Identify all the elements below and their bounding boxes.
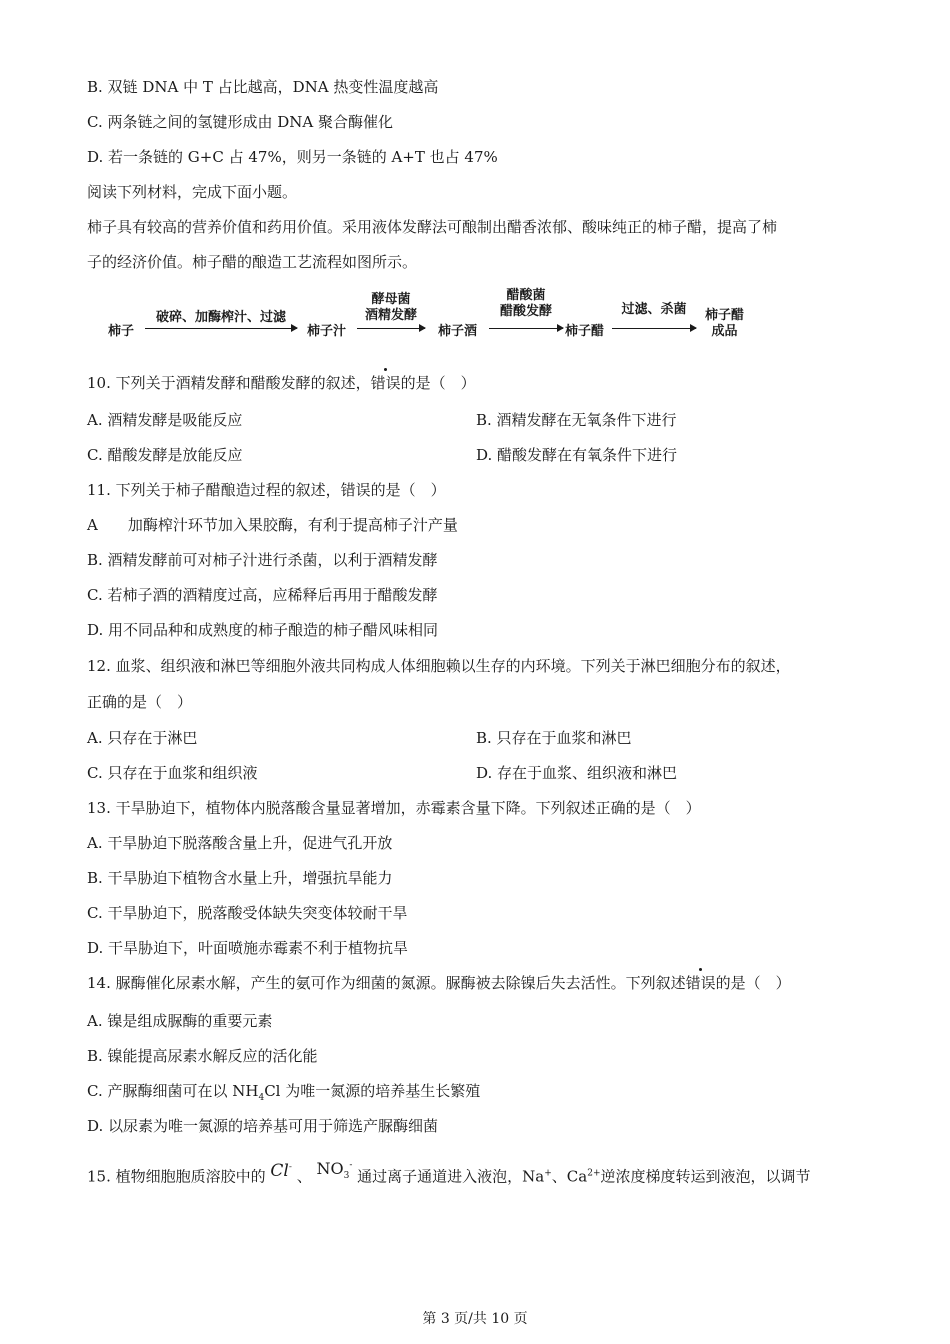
q10-option-c: C. 醋酸发酵是放能反应 — [87, 446, 243, 464]
flow-arrow-2 — [357, 328, 425, 329]
q12-option-b: B. 只存在于血浆和淋巴 — [476, 729, 632, 747]
flow-arrow-4 — [612, 328, 696, 329]
flow-arrow-1 — [145, 328, 297, 329]
q12-option-c: C. 只存在于血浆和组织液 — [87, 764, 258, 782]
q15-stem-text: 15. 植物细胞胞质溶胶中的 — [87, 1167, 266, 1186]
material-paragraph-line1: 柿子具有较高的营养价值和药用价值。采用液体发酵法可酿制出醋香浓郁、酸味纯正的柿子醋，提高了柿 — [87, 218, 778, 236]
flow-node-persimmon: 柿子 — [108, 324, 135, 339]
flow-step-3-organism: 醋酸菌 — [506, 288, 546, 303]
flow-step-4-label: 过滤、杀菌 — [621, 302, 687, 317]
q9-option-c: C. 两条链之间的氢键形成由 DNA 聚合酶催化 — [87, 113, 394, 131]
chloride-ion — [270, 1161, 292, 1181]
q14-stem-text: 14. 脲酶催化尿素水解，产生的氨可作为细菌的氮源。脲酶被去除镍后失去活性。下列叙述 — [87, 974, 686, 992]
q11-option-b: B. 酒精发酵前可对柿子汁进行杀菌，以利于酒精发酵 — [87, 551, 438, 569]
q10-option-a: A. 酒精发酵是吸能反应 — [87, 411, 243, 429]
q9-option-d: D. 若一条链的 G+C 占 47%，则另一条链的 A+T 也占 47% — [87, 148, 498, 166]
q11-option-d: D. 用不同品种和成熟度的柿子酿造的柿子醋风味相同 — [87, 621, 439, 639]
flow-step-3-label — [489, 288, 563, 320]
q14-option-a: A. 镍是组成脲酶的重要元素 — [87, 1012, 273, 1030]
q10-emphasis: 错误 — [370, 374, 401, 392]
flow-step-1-label: 破碎、加酶榨汁、过滤 — [155, 310, 286, 325]
flow-step-2-label — [357, 292, 425, 324]
q10-stem — [87, 373, 476, 393]
flow-node-product — [705, 308, 744, 340]
flow-step-3-process: 醋酸发酵 — [499, 304, 552, 319]
q14-option-b: B. 镍能提高尿素水解反应的活化能 — [87, 1047, 318, 1065]
q10-option-d: D. 醋酸发酵在有氧条件下进行 — [476, 446, 678, 464]
flow-node-vinegar: 柿子醋 — [565, 324, 605, 339]
q11-option-c: C. 若柿子酒的酒精度过高，应稀释后再用于醋酸发酵 — [87, 586, 438, 604]
q13-option-c: C. 干旱胁迫下，脱落酸受体缺失突变体较耐干旱 — [87, 904, 408, 922]
q14-option-c-text-end: Cl 为唯一氮源的培养基生长繁殖 — [264, 1082, 481, 1100]
q15-stem-text-3: 、Ca — [551, 1167, 588, 1186]
q14-stem — [87, 973, 791, 993]
page-footer: 第 3 页/共 10 页 — [422, 1311, 528, 1327]
material-paragraph-line2: 子的经济价值。柿子醋的酿造工艺流程如图所示。 — [87, 253, 418, 271]
q15-stem-text-2: 通过离子通道进入液泡，Na — [357, 1167, 545, 1186]
q10-stem-end: 的是（ ） — [400, 374, 476, 392]
q13-stem: 13. 干旱胁迫下，植物体内脱落酸含量显著增加，赤霉素含量下降。下列叙述正确的是（ ） — [87, 799, 701, 817]
q14-option-c-text: C. 产脲酶细菌可在以 NH — [87, 1082, 259, 1100]
calcium-charge: 2+ — [587, 1168, 601, 1179]
q12-stem-line1: 12. 血浆、组织液和淋巴等细胞外液共同构成人体细胞赖以生存的内环境。下列关于淋巴细胞分布的叙述， — [87, 657, 791, 675]
q14-option-c-subscript: 4 — [258, 1093, 265, 1103]
flow-node-juice: 柿子汁 — [307, 324, 347, 339]
nitrate-subscript: 3 — [343, 1170, 350, 1181]
q9-option-b: B. 双链 DNA 中 T 占比越高，DNA 热变性温度越高 — [87, 78, 439, 96]
q15-separator: 、 — [296, 1167, 312, 1186]
q12-option-d: D. 存在于血浆、组织液和淋巴 — [476, 764, 678, 782]
q10-stem-text: 10. 下列关于酒精发酵和醋酸发酵的叙述， — [87, 374, 371, 392]
chloride-charge: - — [288, 1162, 292, 1172]
q12-stem-line2: 正确的是（ ） — [87, 693, 193, 711]
q13-option-b: B. 干旱胁迫下植物含水量上升，增强抗旱能力 — [87, 869, 393, 887]
q12-option-a: A. 只存在于淋巴 — [87, 729, 198, 747]
flow-node-product-line2: 成品 — [711, 324, 738, 339]
q14-option-c — [87, 1081, 480, 1108]
q14-emphasis: 错误 — [685, 974, 716, 992]
q14-option-d: D. 以尿素为唯一氮源的培养基可用于筛选产脲酶细菌 — [87, 1117, 439, 1135]
q13-option-a: A. 干旱胁迫下脱落酸含量上升，促进气孔开放 — [87, 834, 393, 852]
chloride-symbol: Cl — [270, 1160, 289, 1181]
flow-step-2-organism: 酵母菌 — [371, 292, 411, 307]
flow-node-wine: 柿子酒 — [438, 324, 478, 339]
q15-stem-text-4: 逆浓度梯度转运到液泡，以调节 — [600, 1167, 811, 1186]
nitrate-ion — [316, 1158, 353, 1181]
flow-arrow-3 — [489, 328, 563, 329]
q13-option-d: D. 干旱胁迫下，叶面喷施赤霉素不利于植物抗旱 — [87, 939, 409, 957]
q11-option-a: A 加酶榨汁环节加入果胶酶，有利于提高柿子汁产量 — [87, 516, 458, 534]
q15-stem — [87, 1158, 811, 1194]
flow-node-product-line1: 柿子醋 — [705, 308, 745, 323]
nitrate-charge: - — [349, 1160, 353, 1171]
nitrate-symbol: NO — [316, 1158, 344, 1178]
sodium-charge: + — [544, 1168, 552, 1179]
flow-step-2-process: 酒精发酵 — [364, 308, 417, 323]
persimmon-vinegar-process-diagram — [105, 288, 765, 344]
q11-stem: 11. 下列关于柿子醋酿造过程的叙述，错误的是（ ） — [87, 481, 446, 499]
q10-option-b: B. 酒精发酵在无氧条件下进行 — [476, 411, 677, 429]
q14-stem-end: 的是（ ） — [715, 974, 791, 992]
reading-instruction: 阅读下列材料，完成下面小题。 — [87, 183, 298, 201]
